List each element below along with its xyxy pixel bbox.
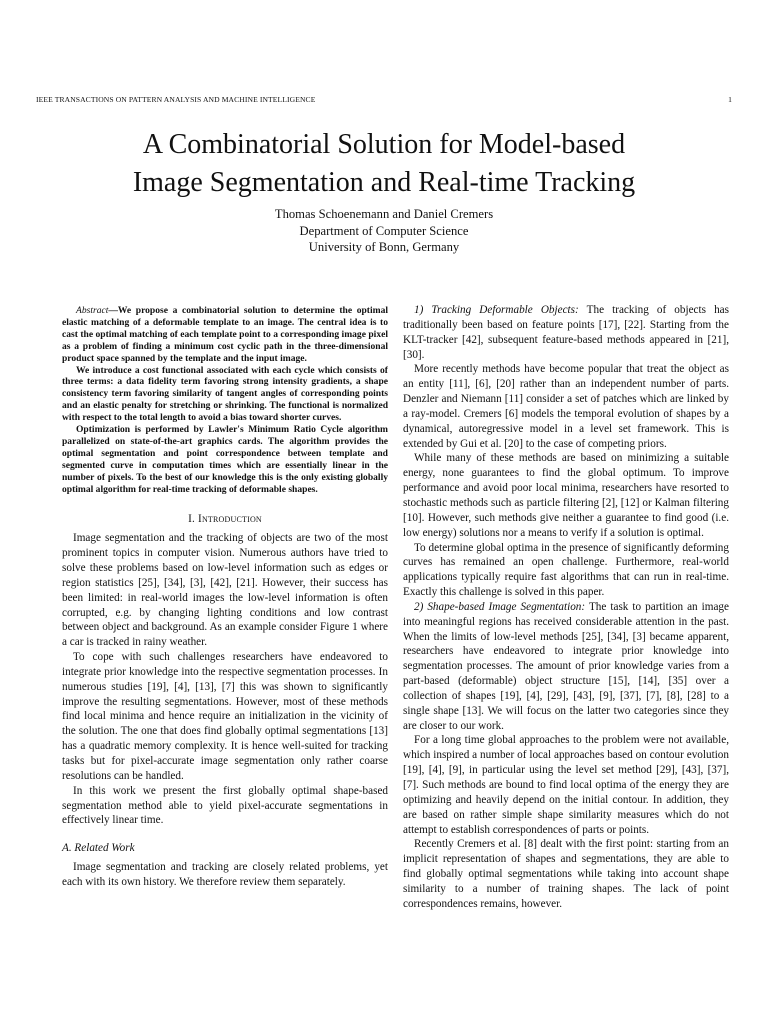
- shape-seg-runin-heading: 2) Shape-based Image Segmentation:: [414, 600, 586, 613]
- author-names: Thomas Schoenemann and Daniel Cremers: [274, 207, 494, 221]
- abstract-dash: —: [108, 305, 118, 316]
- section-title: Introduction: [198, 512, 262, 525]
- shape-seg-paragraph-1: [403, 600, 729, 734]
- intro-paragraph-1: Image segmentation and the tracking of objects are two of the most prominent topics in computer vision. Numerous authors have tried to solve these problems based on low-level information such as edges or region statistics [25], [34], [3], [42], [21]. However, their success has been limited: in real-world images the low-level information is often corrupted, e.g. by changing lighting conditions and low contrast between object and background. As an example consider Figure 1 where a car is tracked in rainy weather.: [62, 532, 388, 649]
- intro-paragraph-3: In this work we present the first globally optimal shape-based segmentation method able to yield pixel-accurate segmentations in effectively linear time.: [62, 784, 388, 827]
- author-block: [0, 206, 768, 256]
- shape-seg-paragraph-3: Recently Cremers et al. [8] dealt with the first point: starting from an implicit representation of shapes and segmentations, they are able to find globally optimal segmentations while taking into account shape similarity to a number of training shapes. The lack of point correspondences remains, however.: [403, 838, 729, 910]
- abstract-paragraph-1: [62, 305, 388, 365]
- related-work-paragraph-1: Image segmentation and tracking are closely related problems, yet each with its own history. We therefore review them separately.: [62, 861, 388, 888]
- tracking-paragraph-2: More recently methods have become popular that treat the object as an entity [11], [6], [20] rather than an independent number of parts. Denzler and Niemann [11] consider a set of patches which are linked by a ray-model. Cremers [6] models the temporal evolution of shapes by a dynamical, autoregressive model in a level set framework. This is extended by Gui et al. [20] to the case of competing priors.: [403, 363, 729, 450]
- tracking-runin-heading: 1) Tracking Deformable Objects:: [414, 304, 579, 316]
- abstract: [62, 305, 388, 496]
- abstract-paragraph-2: We introduce a cost functional associated with each cycle which consists of three terms: a data fidelity term favoring strong intensity gradients, a shape consistency term favoring similarity of tangent angles of corresponding points and an elastic penalty for stretching or shrinking. The functional is normalized with respect to the total length to avoid a bias toward shorter curves.: [62, 364, 388, 424]
- shape-seg-paragraph-2: For a long time global approaches to the problem were not available, which inspired a number of local approaches based on contour evolution [19], [4], [9], in particular using the level set method [29], [43], [37], [7]. Such methods are bound to find local optima of the energy they are optimizing and heavily depend on the initial contour. In addition, they are based on rather simple shape similarity measures which do not attempt to establish correspondences of parts or points.: [403, 734, 729, 836]
- section-heading-introduction: [62, 512, 388, 527]
- right-column: [403, 303, 729, 912]
- author-department: Department of Computer Science: [299, 223, 469, 238]
- journal-name: IEEE TRANSACTIONS ON PATTERN ANALYSIS AND MACHINE INTELLIGENCE: [36, 95, 316, 104]
- introduction-body: [62, 531, 388, 889]
- tracking-paragraph-3: While many of these methods are based on minimizing a suitable energy, none guarantees to find the global optimum. To improve performance and avoid poor local minima, researchers have resorted to stochastic methods such as particle filtering [2], [12] or Kalman filtering [10]. However, such methods give neither a guarantee to find good (i.e. low energy) solutions nor a means to verify if a solution is optimal.: [403, 452, 729, 539]
- subsection-heading-related-work: A. Related Work: [62, 842, 135, 855]
- abstract-text-1: We propose a combinatorial solution to determine the optimal elastic matching of a deformable template to an image. The central idea is to cast the optimal matching of each template point to a corresponding image pixel as a problem of finding a minimum cost cyclic path in the three-dimensional product space spanned by the template and the input image.: [62, 305, 388, 364]
- shape-seg-text-1: The task to partition an image into meaningful regions has received considerable attention in the past. When the limits of low-level methods [25], [34], [3] became apparent, researchers have endeavored to integrate prior knowledge into segmentation processes. The amount of prior knowledge varies from a part-based (deformable) object structure [15], [14], [35] over a collection of shapes [19], [4], [29], [43], [9], [37], [7], [8], [28] to a single shape [13]. We will focus on the latter two categories since they are closer to our work.: [403, 600, 729, 732]
- running-header: [36, 95, 732, 104]
- tracking-text-1: The tracking of objects has traditionally been based on feature points [17], [22]. Starting from the KLT-tracker [42], subsequent feature-based methods appeared in [21], [30].: [403, 304, 729, 361]
- tracking-paragraph-1: [403, 303, 729, 362]
- title-line-1: A Combinatorial Solution for Model-based: [142, 129, 626, 160]
- section-numeral: I.: [188, 512, 196, 525]
- abstract-paragraph-3: Optimization is performed by Lawler's Minimum Ratio Cycle algorithm parallelized on state-of-the-art graphics cards. The algorithm provides the optimal segmentation and point correspondence between template and segmented curve in computation times which are essentially linear in the number of pixels. To the best of our knowledge this is the only existing globally optimal algorithm for real-time tracking of deformable shapes.: [62, 424, 388, 495]
- author-university: University of Bonn, Germany: [308, 240, 460, 254]
- paper-title: [0, 126, 768, 202]
- left-column: [62, 305, 388, 890]
- title-line-2: Image Segmentation and Real-time Tracking: [132, 167, 636, 198]
- tracking-paragraph-4: To determine global optima in the presence of significantly deforming curves has remained an open challenge. Furthermore, real-world applications typically require fast algorithms that can run in real-time. Exactly this challenge is solved in this paper.: [403, 541, 729, 599]
- page-number: 1: [728, 95, 732, 104]
- intro-paragraph-2: To cope with such challenges researchers have endeavored to integrate prior knowledge into the respective segmentation processes. In numerous studies [19], [4], [13], [7] this was shown to significantly improve the resulting segmentations. However, most of these methods find local minima and hence require an initialization in the vicinity of the solution. The one that does find globally optimal segmentations [13] has a quadratic memory complexity. It is hence well-suited for tracking tasks but for pixel-accurate image segmentation only rather coarse resolutions can be handled.: [62, 651, 388, 782]
- abstract-label: Abstract: [76, 305, 109, 316]
